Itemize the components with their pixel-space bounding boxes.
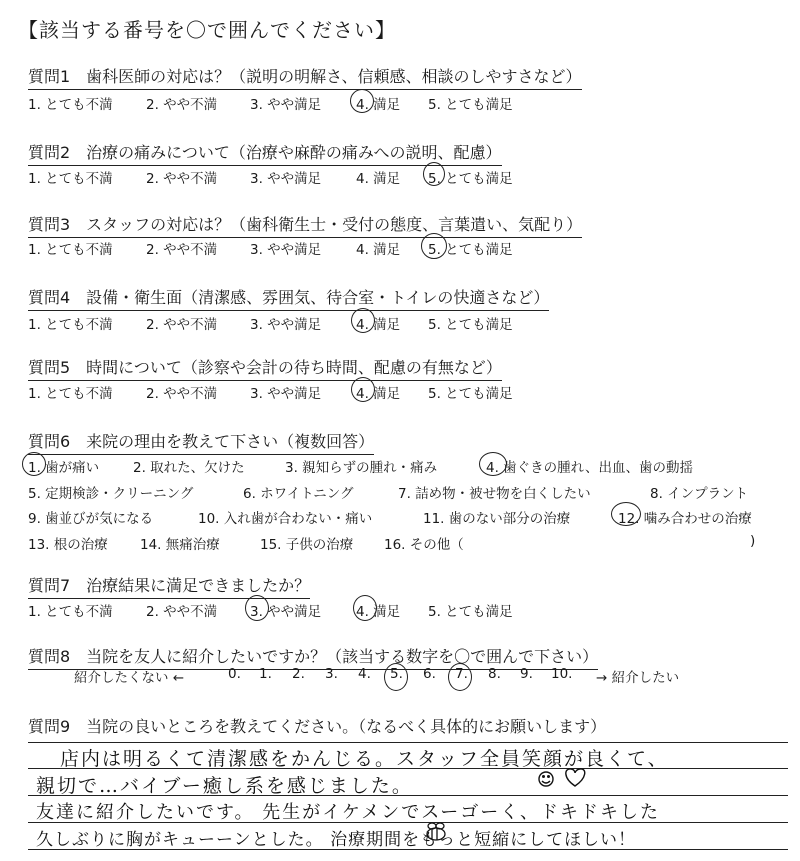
question-6-title: 質問6 来院の理由を教えて下さい（複数回答） (28, 429, 374, 455)
question-5-title: 質問5 時間について（診察や会計の待ち時間、配慮の有無など） (28, 355, 502, 381)
question-4-title: 質問4 設備・衛生面（清潔感、雰囲気、待合室・トイレの快適さなど） (28, 285, 549, 311)
question-2-title: 質問2 治療の痛みについて（治療や麻酔の痛みへの説明、配慮） (28, 140, 502, 166)
q7-option-3[interactable]: 3. やや満足 (250, 604, 322, 620)
q4-option-3[interactable]: 3. やや満足 (250, 317, 322, 333)
question-1-title: 質問1 歯科医師の対応は？（説明の明解さ、信頼感、相談のしやすさなど） (28, 64, 582, 90)
q8-number-2[interactable]: 2. (292, 666, 305, 682)
q6-option-3[interactable]: 3. 親知らずの腫れ・痛み (285, 460, 438, 476)
q6-option-13[interactable]: 13. 根の治療 (28, 537, 108, 553)
q6-option-5[interactable]: 5. 定期検診・クリーニング (28, 486, 194, 502)
q1-option-5[interactable]: 5. とても満足 (428, 97, 513, 113)
question-3-title: 質問3 スタッフの対応は？（歯科衛生士・受付の態度、言葉遣い、気配り） (28, 212, 582, 238)
q5-option-5[interactable]: 5. とても満足 (428, 386, 513, 402)
q2-option-5[interactable]: 5. とても満足 (428, 171, 513, 187)
q5-option-3[interactable]: 3. やや満足 (250, 386, 322, 402)
q5-option-4[interactable]: 4. 満足 (356, 386, 401, 402)
q6-option-8[interactable]: 8. インプラント (650, 486, 749, 502)
q8-number-3[interactable]: 3. (325, 666, 338, 682)
q9-handwritten-line-2: 親切で…バイブー癒し系を感じました。 (36, 775, 413, 797)
q6-option-14[interactable]: 14. 無痛治療 (140, 537, 220, 553)
q8-number-6[interactable]: 6. (423, 666, 436, 682)
q6-option-7[interactable]: 7. 詰め物・被せ物を白くしたい (398, 486, 591, 502)
question-9-title: 質問9 当院の良いところを教えてください。（なるべく具体的にお願いします） (28, 717, 607, 736)
q8-number-0[interactable]: 0. (228, 666, 241, 682)
q6-option-10[interactable]: 10. 入れ歯が合わない・痛い (198, 511, 373, 527)
q2-option-2[interactable]: 2. やや不満 (146, 171, 218, 187)
q6-option-4[interactable]: 4. 歯ぐきの腫れ、出血、歯の動揺 (486, 460, 693, 476)
heart-doodle-icon (566, 769, 585, 786)
q6-option-1[interactable]: 1. 歯が痛い (28, 460, 100, 476)
q5-option-2[interactable]: 2. やや不満 (146, 386, 218, 402)
q3-option-4[interactable]: 4. 満足 (356, 242, 401, 258)
q9-handwritten-line-1: 店内は明るくて清潔感をかんじる。スタッフ全員笑顔が良くて、 (60, 748, 669, 770)
q2-option-3[interactable]: 3. やや満足 (250, 171, 322, 187)
q8-number-1[interactable]: 1. (259, 666, 272, 682)
q8-number-10[interactable]: 10. (551, 666, 573, 682)
question-7-title: 質問7 治療結果に満足できましたか？ (28, 573, 310, 599)
q3-option-1[interactable]: 1. とても不満 (28, 242, 113, 258)
q4-option-5[interactable]: 5. とても満足 (428, 317, 513, 333)
q3-option-2[interactable]: 2. やや不満 (146, 242, 218, 258)
q8-number-5[interactable]: 5. (390, 666, 403, 682)
q2-option-1[interactable]: 1. とても不満 (28, 171, 113, 187)
q6-option-11[interactable]: 11. 歯のない部分の治療 (423, 511, 571, 527)
q8-number-4[interactable]: 4. (358, 666, 371, 682)
q1-option-1[interactable]: 1. とても不満 (28, 97, 113, 113)
q6-option-9[interactable]: 9. 歯並びが気になる (28, 511, 154, 527)
q4-option-2[interactable]: 2. やや不満 (146, 317, 218, 333)
q8-number-7[interactable]: 7. (455, 666, 468, 682)
q1-option-2[interactable]: 2. やや不満 (146, 97, 218, 113)
q7-option-1[interactable]: 1. とても不満 (28, 604, 113, 620)
q2-option-4[interactable]: 4. 満足 (356, 171, 401, 187)
q8-number-9[interactable]: 9. (520, 666, 533, 682)
q6-option-6[interactable]: 6. ホワイトニング (243, 486, 354, 502)
q6-option-12[interactable]: 12. 噛み合わせの治療 (618, 511, 752, 527)
q7-option-4[interactable]: 4. 満足 (356, 604, 401, 620)
question-8-title: 質問8 当院を友人に紹介したいですか？（該当する数字を〇で囲んで下さい） (28, 644, 598, 670)
q6-option-16[interactable]: 16. その他（ (384, 537, 464, 553)
q6-other-close-paren: ) (750, 533, 756, 549)
q8-left-label: 紹介したくない ← (74, 670, 185, 686)
q6-option-2[interactable]: 2. 取れた、欠けた (133, 460, 245, 476)
q9-handwritten-line-4: 久しぶりに胸がキューーンとした。 治療期間をもっと短縮にしてほしい！ (36, 830, 637, 850)
q7-option-2[interactable]: 2. やや不満 (146, 604, 218, 620)
q6-option-15[interactable]: 15. 子供の治療 (260, 537, 354, 553)
q7-option-5[interactable]: 5. とても満足 (428, 604, 513, 620)
q4-option-1[interactable]: 1. とても不満 (28, 317, 113, 333)
q3-option-5[interactable]: 5. とても満足 (428, 242, 513, 258)
q1-option-4[interactable]: 4. 満足 (356, 97, 401, 113)
q3-option-3[interactable]: 3. やや満足 (250, 242, 322, 258)
q5-option-1[interactable]: 1. とても不満 (28, 386, 113, 402)
page-header: 【該当する番号を〇で囲んでください】 (18, 18, 396, 42)
smile-doodle-icon (539, 772, 553, 786)
q8-number-8[interactable]: 8. (488, 666, 501, 682)
q8-right-label: → 紹介したい (596, 670, 680, 686)
q1-option-3[interactable]: 3. やや満足 (250, 97, 322, 113)
q4-option-4[interactable]: 4. 満足 (356, 317, 401, 333)
bee-doodle-icon (427, 823, 445, 840)
q9-handwritten-line-3: 友達に紹介したいです。 先生がイケメンでスーゴーく、ドキドキした (36, 802, 660, 823)
